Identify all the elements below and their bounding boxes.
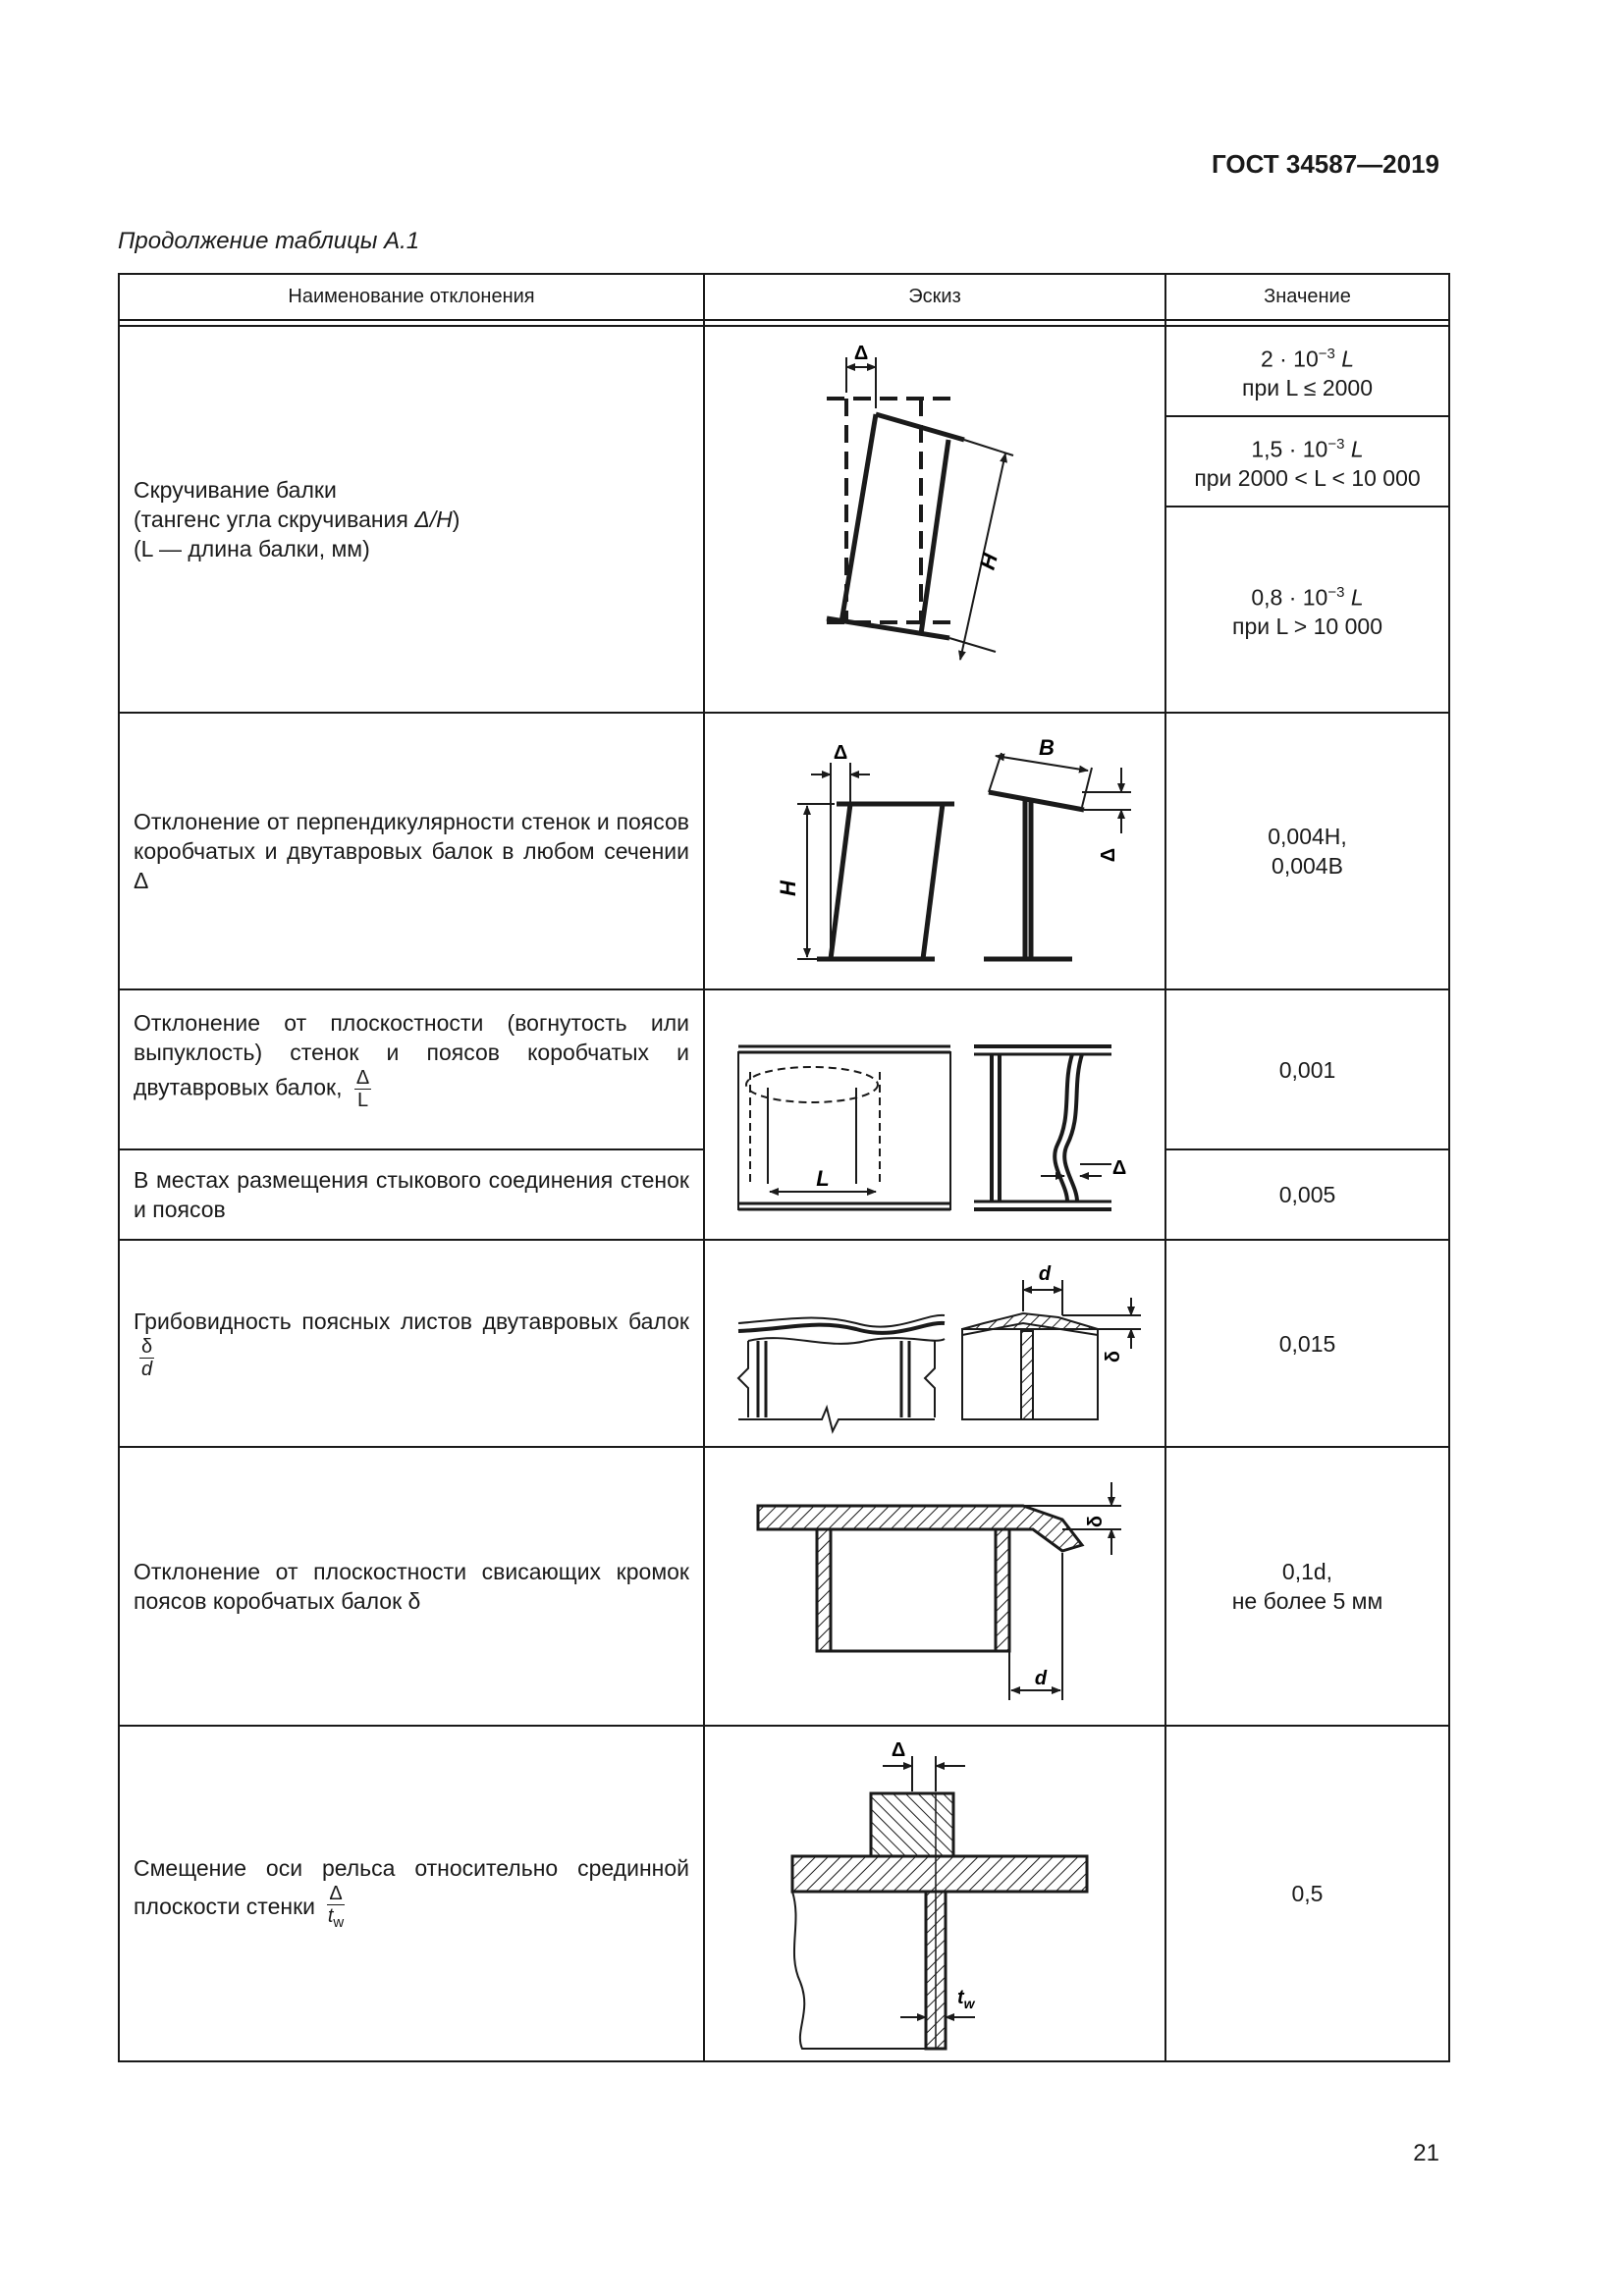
row-rail-offset-value: 0,5 xyxy=(1165,1726,1449,2061)
mushrooming-fraction: $\frac{\delta}{d}$ xyxy=(141,1336,153,1380)
flatness-diagram xyxy=(729,1007,1141,1223)
table-row xyxy=(119,1447,1449,1726)
row-twisting-value-3: $0,8 \cdot 10^{-3}$ L при L > 10 000 xyxy=(1165,507,1449,713)
overhang-diagram xyxy=(738,1468,1131,1704)
sketch-flatness xyxy=(704,989,1165,1240)
column-header-value: Значение xyxy=(1165,274,1449,320)
row-overhang-name: Отклонение от плоскостности свисающих кромок поясов коробчатых балок δ xyxy=(119,1447,704,1726)
table-row xyxy=(119,713,1449,989)
table-row xyxy=(119,1726,1449,2061)
rail-tw-label: $t_w$ xyxy=(957,1987,975,2011)
perp-h-label: H xyxy=(776,881,800,896)
sketch-overhang xyxy=(704,1447,1165,1726)
perpendicularity-diagram xyxy=(738,723,1131,979)
table-row xyxy=(119,989,1449,1149)
rail-offset-diagram xyxy=(773,1736,1097,2051)
perp-delta-label: Δ xyxy=(833,742,848,764)
row-butt-joint-name: В местах размещения стыкового соединения стенок и поясов xyxy=(119,1149,704,1240)
table-header-row xyxy=(119,274,1449,320)
row-flatness-value: 0,001 xyxy=(1165,989,1449,1149)
overhang-delta-label: δ xyxy=(1085,1515,1107,1528)
mushroom-delta-label: δ xyxy=(1103,1350,1124,1362)
standard-number: ГОСТ 34587—2019 xyxy=(1212,149,1439,179)
perp-b-label: B xyxy=(1039,735,1055,760)
twisting-diagram xyxy=(787,338,1082,701)
flatness-delta-label: Δ xyxy=(1111,1156,1127,1179)
flatness-fraction: $\frac{\Delta}{L}$ xyxy=(355,1067,370,1111)
page-number: 21 xyxy=(1413,2140,1439,2166)
sketch-rail-offset xyxy=(704,1726,1165,2061)
mushroom-d-label: d xyxy=(1038,1262,1052,1285)
perp-delta-label-2: Δ xyxy=(1098,847,1119,863)
flatness-l-label: L xyxy=(816,1165,830,1191)
row-perpendicularity-name: Отклонение от перпендикулярности стенок и поясов коробчатых и двутавровых балок в любом сечении Δ xyxy=(119,713,704,989)
row-perpendicularity-value: 0,004H, 0,004B xyxy=(1165,713,1449,989)
overhang-d-label: d xyxy=(1034,1668,1048,1689)
sketch-mushrooming xyxy=(704,1240,1165,1447)
row-butt-joint-value: 0,005 xyxy=(1165,1149,1449,1240)
twisting-delta-label: Δ xyxy=(853,343,869,364)
sketch-twisting xyxy=(704,326,1165,713)
table-row xyxy=(119,326,1449,416)
row-flatness-name: Отклонение от плоскостности (вогнутость или выпуклость) стенок и поясов коробчатых и двутавровых балок, $\frac{\Delta}{L}$ xyxy=(119,989,704,1149)
row-mushrooming-name: Грибовидность поясных листов двутавровых балок $\frac{\delta}{d}$ xyxy=(119,1240,704,1447)
row-twisting-value-1: $2 \cdot 10^{-3}$ L при L ≤ 2000 xyxy=(1165,326,1449,416)
rail-offset-fraction: $\frac{\Delta}{t_w}$ xyxy=(327,1883,345,1931)
row-twisting-value-2: $1,5 \cdot 10^{-3}$ L при 2000 < L < 10 000 xyxy=(1165,416,1449,507)
table-row xyxy=(119,1240,1449,1447)
table-continuation-caption: Продолжение таблицы А.1 xyxy=(118,228,420,254)
mushrooming-diagram xyxy=(729,1251,1141,1437)
sketch-perpendicularity xyxy=(704,713,1165,989)
row-overhang-value: 0,1d, не более 5 мм xyxy=(1165,1447,1449,1726)
row-mushrooming-value: 0,015 xyxy=(1165,1240,1449,1447)
rail-delta-label: Δ xyxy=(891,1739,906,1761)
twisting-h-label: H xyxy=(974,551,1002,572)
deviations-table xyxy=(118,273,1450,2062)
column-header-name: Наименование отклонения xyxy=(119,274,704,320)
column-header-sketch: Эскиз xyxy=(704,274,1165,320)
row-rail-offset-name: Смещение оси рельса относительно срединной плоскости стенки $\frac{\Delta}{t_w}$ xyxy=(119,1726,704,2061)
row-twisting-name: Скручивание балки (тангенс угла скручивания Δ/H) (L — длина балки, мм) xyxy=(119,326,704,713)
